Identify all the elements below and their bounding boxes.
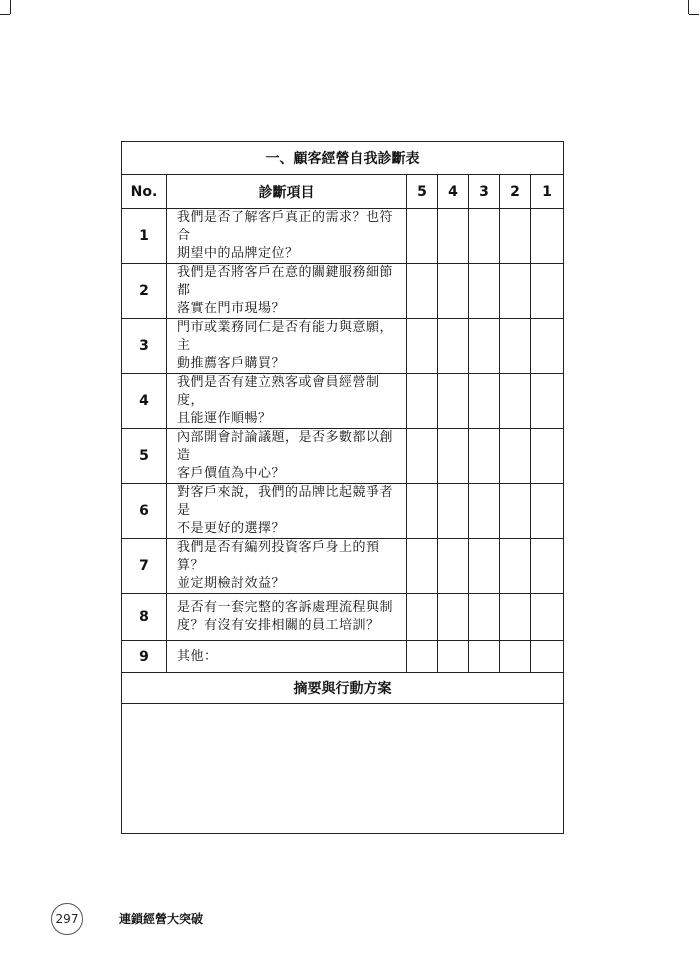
table-row	[122, 429, 564, 484]
score-cell-5[interactable]	[407, 209, 438, 264]
score-cell-2[interactable]	[500, 429, 531, 484]
crop-mark-left	[10, 0, 11, 14]
header-row	[122, 175, 564, 209]
table-row	[122, 209, 564, 264]
row-item-line: 我們是否了解客戶真正的需求？也符合	[177, 210, 394, 243]
score-cell-1[interactable]	[531, 484, 564, 539]
row-number: 6	[122, 484, 167, 539]
score-cell-3[interactable]	[469, 264, 500, 319]
row-item	[167, 429, 407, 484]
score-cell-3[interactable]	[469, 429, 500, 484]
score-cell-3[interactable]	[469, 484, 500, 539]
score-cell-3[interactable]	[469, 539, 500, 594]
row-item-line: 落實在門市現場？	[177, 301, 286, 316]
crop-mark-right-h	[689, 14, 699, 15]
score-cell-2[interactable]	[500, 484, 531, 539]
row-number: 9	[122, 641, 167, 673]
header-score-5: 5	[407, 175, 438, 209]
row-item-line: 是否有一套完整的客訴處理流程與制	[177, 600, 394, 615]
diagnosis-form	[121, 141, 564, 834]
crop-mark-left-h	[0, 14, 10, 15]
score-cell-3[interactable]	[469, 641, 500, 673]
score-cell-5[interactable]	[407, 319, 438, 374]
score-cell-3[interactable]	[469, 319, 500, 374]
score-cell-5[interactable]	[407, 429, 438, 484]
score-cell-3[interactable]	[469, 209, 500, 264]
row-item-line: 內部開會討論議題，是否多數都以創造	[177, 430, 394, 463]
score-cell-3[interactable]	[469, 594, 500, 641]
row-item-line: 我們是否有編列投資客戶身上的預算？	[177, 540, 380, 573]
score-cell-1[interactable]	[531, 539, 564, 594]
table-row	[122, 319, 564, 374]
row-item	[167, 484, 407, 539]
crop-mark-right	[688, 0, 689, 14]
score-cell-2[interactable]	[500, 209, 531, 264]
row-item	[167, 209, 407, 264]
score-cell-5[interactable]	[407, 539, 438, 594]
row-item-line: 我們是否將客戶在意的關鍵服務細節都	[177, 265, 394, 298]
form-title: 一、顧客經營自我診斷表	[122, 142, 564, 175]
table-row	[122, 641, 564, 673]
row-item	[167, 319, 407, 374]
score-cell-1[interactable]	[531, 264, 564, 319]
table-row	[122, 539, 564, 594]
row-item-line: 客戶價值為中心？	[177, 466, 286, 481]
row-number: 2	[122, 264, 167, 319]
table-row	[122, 374, 564, 429]
score-cell-4[interactable]	[438, 594, 469, 641]
score-cell-5[interactable]	[407, 594, 438, 641]
row-item-line: 其他：	[177, 648, 218, 664]
score-cell-4[interactable]	[438, 641, 469, 673]
score-cell-3[interactable]	[469, 374, 500, 429]
score-cell-1[interactable]	[531, 641, 564, 673]
score-cell-2[interactable]	[500, 539, 531, 594]
row-item	[167, 264, 407, 319]
row-item	[167, 641, 407, 673]
row-item-line: 對客戶來說，我們的品牌比起競爭者是	[177, 485, 394, 518]
row-number: 1	[122, 209, 167, 264]
score-cell-4[interactable]	[438, 264, 469, 319]
score-cell-2[interactable]	[500, 374, 531, 429]
row-item-line: 動推薦客戶購買？	[177, 356, 286, 371]
row-item-line: 不是更好的選擇？	[177, 521, 286, 536]
row-item-line: 門市或業務同仁是否有能力與意願，主	[177, 320, 394, 353]
header-no: No.	[122, 175, 167, 209]
row-item-line: 我們是否有建立熟客或會員經營制度，	[177, 375, 380, 408]
score-cell-5[interactable]	[407, 264, 438, 319]
header-score-4: 4	[438, 175, 469, 209]
score-cell-5[interactable]	[407, 374, 438, 429]
row-item-line: 並定期檢討效益？	[177, 576, 286, 591]
score-cell-5[interactable]	[407, 641, 438, 673]
row-number: 7	[122, 539, 167, 594]
table-row	[122, 594, 564, 641]
score-cell-1[interactable]	[531, 209, 564, 264]
table-row	[122, 484, 564, 539]
header-item: 診斷項目	[167, 175, 407, 209]
header-score-1: 1	[531, 175, 564, 209]
header-score-3: 3	[469, 175, 500, 209]
score-cell-4[interactable]	[438, 319, 469, 374]
row-item-line: 期望中的品牌定位？	[177, 246, 299, 261]
score-cell-4[interactable]	[438, 374, 469, 429]
summary-title: 摘要與行動方案	[122, 673, 564, 704]
row-item-line: 且能運作順暢？	[177, 411, 272, 426]
score-cell-2[interactable]	[500, 264, 531, 319]
header-score-2: 2	[500, 175, 531, 209]
score-cell-4[interactable]	[438, 209, 469, 264]
score-cell-4[interactable]	[438, 539, 469, 594]
row-item-line: 度？有沒有安排相關的員工培訓？	[177, 618, 380, 633]
score-cell-1[interactable]	[531, 429, 564, 484]
row-number: 3	[122, 319, 167, 374]
page-number: 297	[51, 903, 83, 935]
table-row	[122, 264, 564, 319]
row-item	[167, 594, 407, 641]
row-number: 8	[122, 594, 167, 641]
score-cell-1[interactable]	[531, 594, 564, 641]
score-cell-4[interactable]	[438, 429, 469, 484]
summary-area[interactable]	[122, 704, 564, 834]
book-title: 連鎖經營大突破	[119, 912, 204, 926]
row-number: 5	[122, 429, 167, 484]
score-cell-2[interactable]	[500, 594, 531, 641]
score-cell-1[interactable]	[531, 319, 564, 374]
score-cell-1[interactable]	[531, 374, 564, 429]
row-item	[167, 374, 407, 429]
score-cell-2[interactable]	[500, 641, 531, 673]
score-cell-5[interactable]	[407, 484, 438, 539]
score-cell-2[interactable]	[500, 319, 531, 374]
score-cell-4[interactable]	[438, 484, 469, 539]
row-number: 4	[122, 374, 167, 429]
row-item	[167, 539, 407, 594]
